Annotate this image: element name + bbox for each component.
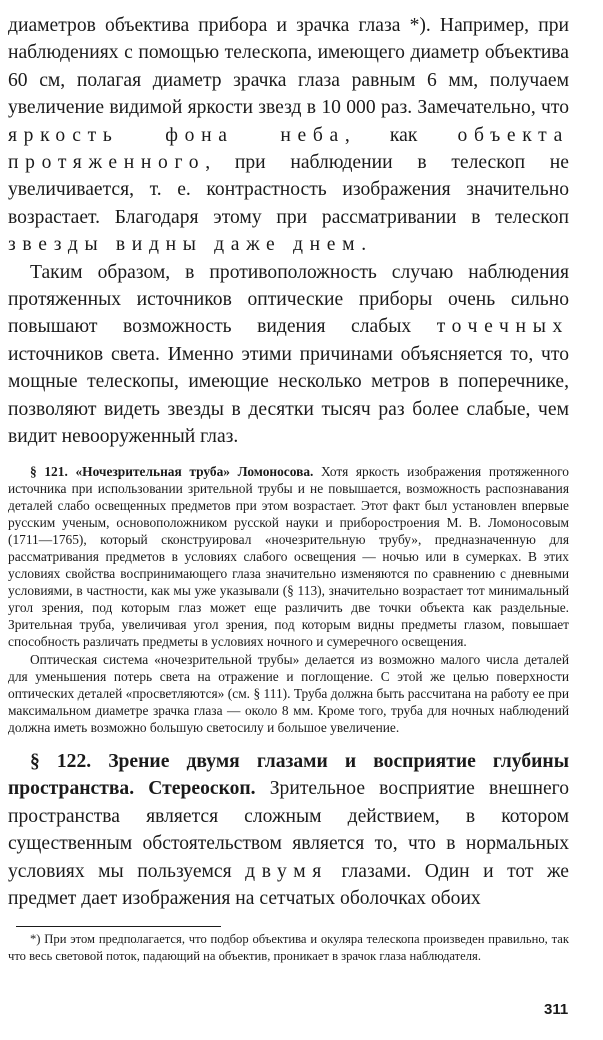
- text: .: [361, 234, 367, 256]
- section-122: [8, 748, 569, 912]
- page-number: 311: [544, 1001, 569, 1018]
- text: Хотя яркость изображения протяженного источника при использовании зрительной трубы и не повышается, возможность распознавания деталей слабо освещенных предметов при этом возрастает. Этот факт был установлен впервые русским ученым, основоположником русской науки и приборостроения М. В. Ломоносовым (1711—1765), который сконструировал «ночезрительную трубу», предназначенную для рассматривания предметов в условиях слабого освещения — ночью или в сумерках. В этих условиях свойства воспринимающего глаза значительно изменяются по сравнению с дневными условиями, в частности, как мы уже указывали (§ 113), значительно возрастает тот минимальный угол зрения, под которым глаз может еще различить две точки объекта как раздельные. Зрительная труба, увеличивая угол зрения, под которым видны предметы глазом, повышает способность различать предметы в условиях ночного и сумеречного освещения.: [8, 463, 569, 650]
- footnote-divider: [16, 926, 221, 927]
- text: глазами. Один и тот же предмет дает изображения на сетчатых оболочках обоих: [8, 860, 569, 910]
- spaced-emphasis: яркость фона неба: [8, 124, 345, 146]
- section-heading: § 122. Зрение двумя глазами и восприятие глубины пространства. Стереоскоп.: [8, 751, 569, 800]
- spaced-emphasis: точечных: [436, 316, 569, 338]
- spaced-emphasis: звезды видны даже днем: [8, 234, 362, 256]
- section-heading: § 121. «Ночезрительная труба» Ломоносова.: [30, 463, 314, 479]
- text: источников света. Именно этими причинами объясняется то, что мощные телескопы, имеющие несколько метров в поперечнике, позволяют видеть звезды в десятки тысяч раз более слабые, чем видит невооруженный глаз.: [8, 343, 569, 448]
- text: , как: [344, 124, 458, 146]
- spaced-emphasis: объекта протяженного: [8, 124, 570, 174]
- paragraph-point-sources: [8, 259, 569, 451]
- text: Таким образом, в противоположность случаю наблюдения протяженных источников оптические приборы очень сильно повышают возможность видения слабых: [8, 261, 569, 338]
- section-121: [8, 463, 569, 651]
- paragraph-continuation: [8, 12, 569, 259]
- text: Зрительное восприятие внешнего пространства является сложным действием, в котором существенным обстоятельством является то, что в нормальных условиях мы пользуемся: [8, 778, 569, 882]
- text: , при наблюдении в телескоп не увеличивается, т. е. контрастность изображения значительно возрастает. Благодаря этому при рассматривании в телескоп: [8, 152, 569, 228]
- spaced-emphasis: двумя: [245, 860, 328, 882]
- footnote: *) При этом предполагается, что подбор объектива и окуляра телескопа произведен правильно, так что весь световой поток, падающий на объектив, проникает в зрачок глаза наблюдателя.: [8, 932, 569, 964]
- text: диаметров объектива прибора и зрачка глаза *). Например, при наблюдениях с помощью телескопа, имеющего диаметр объектива 60 см, полагая диаметр зрачка глаза равным 6 мм, получаем увеличение видимой яркости звезд в 10 000 раз. Замечательно, что: [8, 15, 569, 119]
- section-121-paragraph-2: Оптическая система «ночезрительной трубы» делается из возможно малого числа деталей для уменьшения потерь света на отражение и поглощение. С этой же целью поверхности оптических деталей «просветляются» (см. § 111). Труба должна быть рассчитана на работу ее при максимальном диаметре зрачка глаза — около 8 мм. Кроме того, труба для ночных наблюдений должна иметь возможно большую светосилу и большое увеличение.: [8, 651, 569, 735]
